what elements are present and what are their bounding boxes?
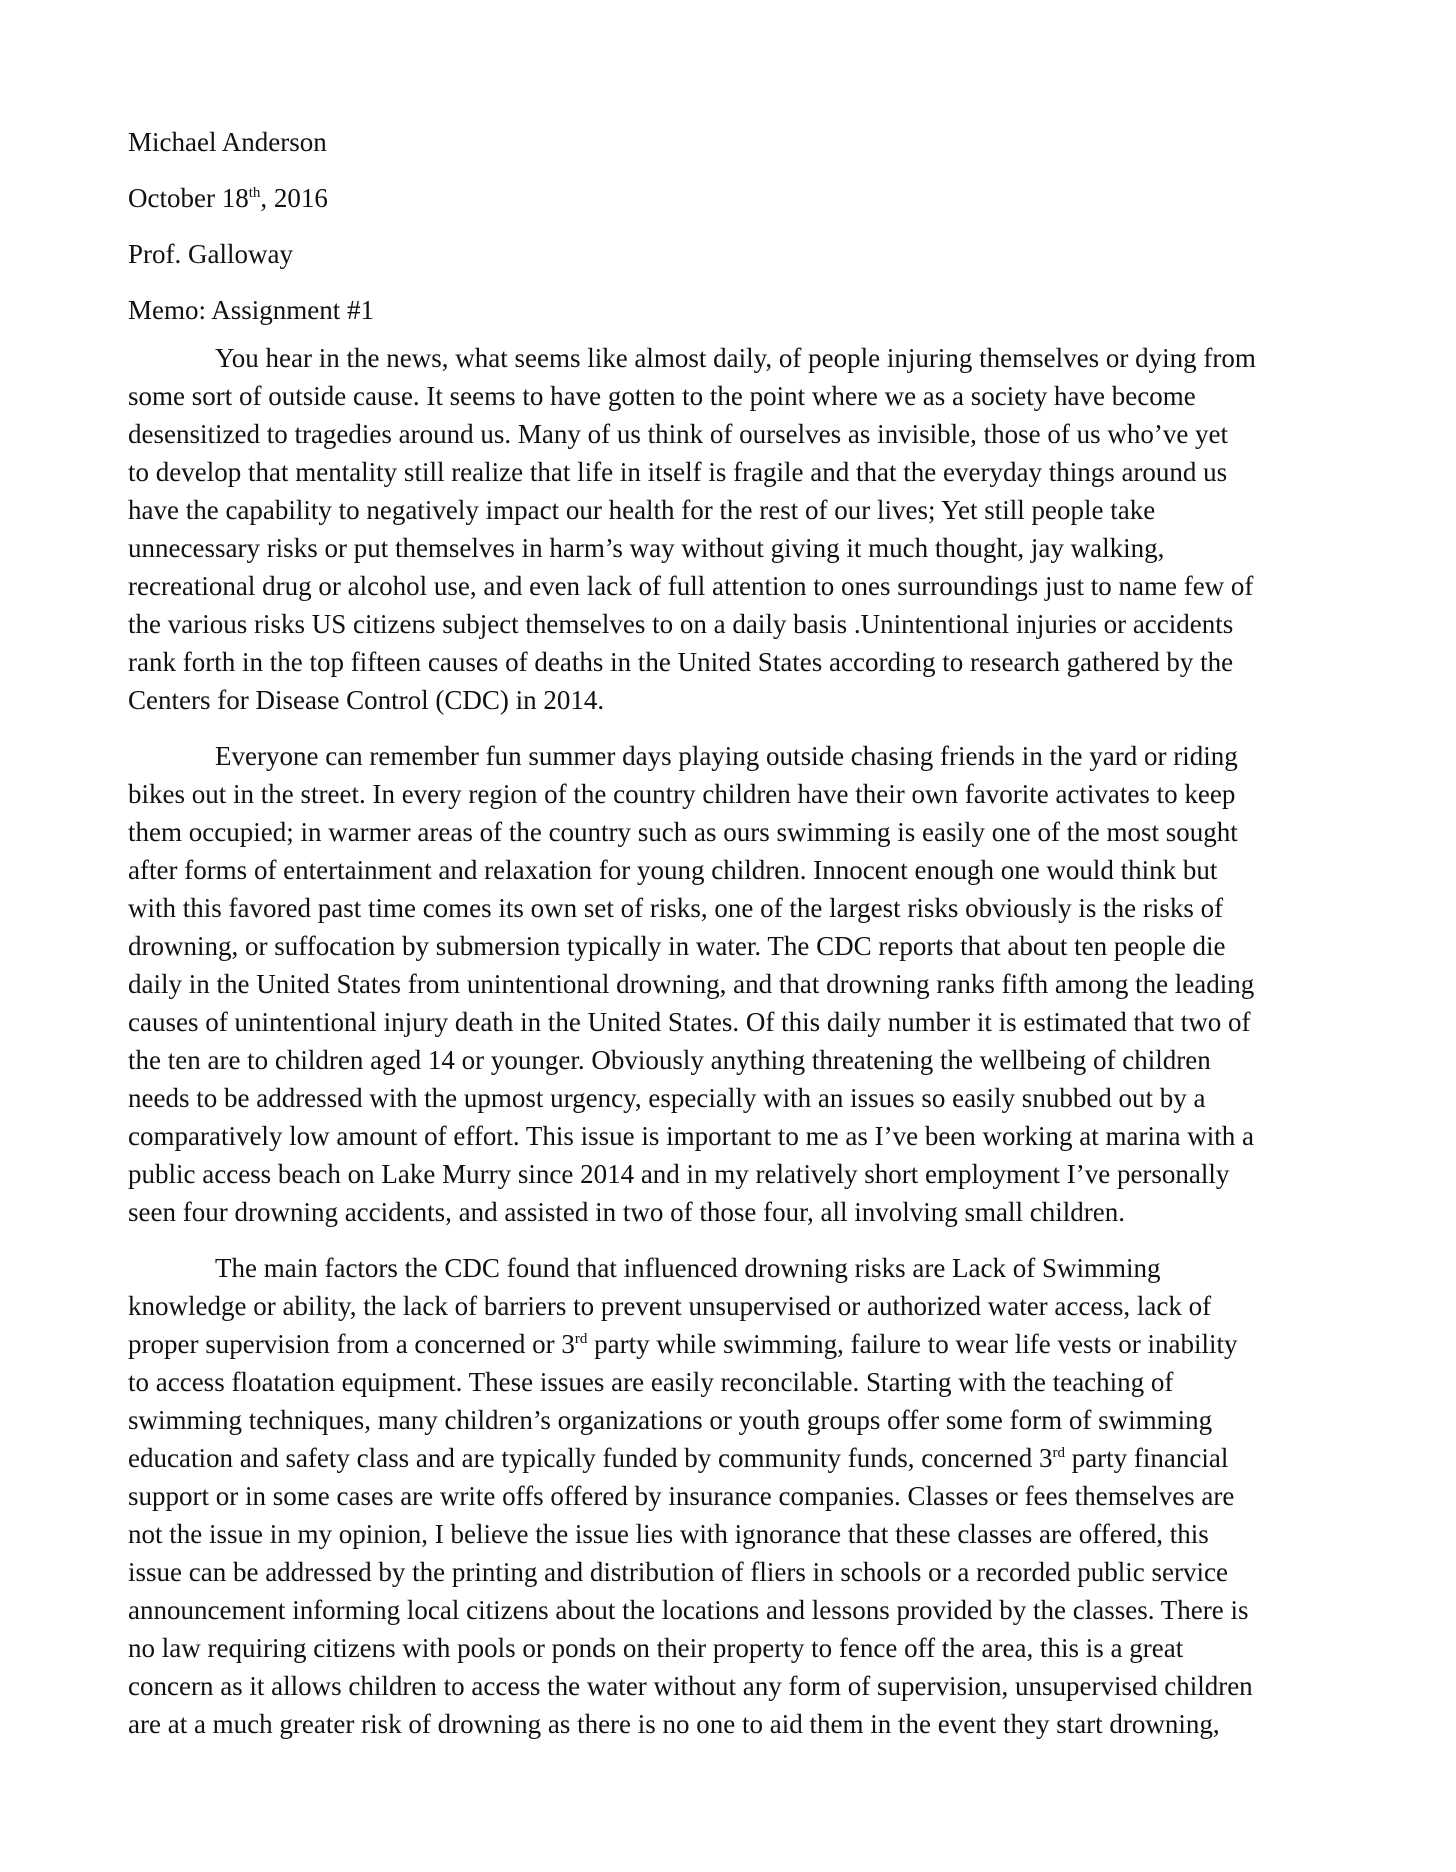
line-text: proper supervision from a concerned or 3 — [128, 1329, 575, 1359]
document-body — [128, 123, 1328, 1761]
paragraph-line: knowledge or ability, the lack of barriers to prevent unsupervised or authorized water access, lack of — [128, 1291, 1212, 1321]
paragraph-line — [128, 1325, 1328, 1363]
paragraph-line: You hear in the news, what seems like almost daily, of people injuring themselves or dying from — [215, 343, 1256, 373]
paragraph-line: Everyone can remember fun summer days playing outside chasing friends in the yard or riding — [215, 741, 1238, 771]
paragraph-line — [128, 1439, 1328, 1477]
line-text: education and safety class and are typically funded by community funds, concerned 3 — [128, 1443, 1053, 1473]
paragraph-line: seen four drowning accidents, and assisted in two of those four, all involving small children. — [128, 1197, 1125, 1227]
paragraph-line: unnecessary risks or put themselves in harm’s way without giving it much thought, jay walking, — [128, 533, 1165, 563]
paragraph-line: recreational drug or alcohol use, and even lack of full attention to ones surroundings just to name few of — [128, 571, 1254, 601]
paragraph-line: daily in the United States from unintentional drowning, and that drowning ranks fifth among the leading — [128, 969, 1255, 999]
paragraph-line: to develop that mentality still realize that life in itself is fragile and that the everyday things around us — [128, 457, 1228, 487]
date-year: , 2016 — [260, 183, 328, 213]
paragraph-line: some sort of outside cause. It seems to have gotten to the point where we as a society have become — [128, 381, 1196, 411]
date-main: October 18 — [128, 183, 249, 213]
paragraph-2 — [128, 737, 1328, 1231]
paragraph-line: swimming techniques, many children’s organizations or youth groups offer some form of swimming — [128, 1405, 1213, 1435]
ordinal-suffix: rd — [1052, 1445, 1065, 1461]
line-text: party while swimming, failure to wear life vests or inability — [587, 1329, 1238, 1359]
paragraph-line: concern as it allows children to access the water without any form of supervision, unsupervised children — [128, 1671, 1253, 1701]
line-text: party financial — [1064, 1443, 1229, 1473]
memo-date — [128, 179, 1328, 217]
paragraph-line: are at a much greater risk of drowning as there is no one to aid them in the event they start drowning, — [128, 1709, 1220, 1739]
paragraph-line: them occupied; in warmer areas of the country such as ours swimming is easily one of the most sought — [128, 817, 1238, 847]
paragraph-line: drowning, or suffocation by submersion typically in water. The CDC reports that about ten people die — [128, 931, 1226, 961]
paragraph-1 — [128, 339, 1328, 719]
memo-subject: Memo: Assignment #1 — [128, 295, 375, 325]
paragraph-line: Centers for Disease Control (CDC) in 2014. — [128, 685, 605, 715]
paragraph-3 — [128, 1249, 1328, 1743]
paragraph-line: not the issue in my opinion, I believe the issue lies with ignorance that these classes are offered, this — [128, 1519, 1209, 1549]
ordinal-suffix: rd — [574, 1331, 588, 1347]
paragraph-line: issue can be addressed by the printing and distribution of fliers in schools or a recorded public service — [128, 1557, 1228, 1587]
paragraph-line: support or in some cases are write offs offered by insurance companies. Classes or fees themselves are — [128, 1481, 1235, 1511]
paragraph-line: The main factors the CDC found that influenced drowning risks are Lack of Swimming — [215, 1253, 1161, 1283]
paragraph-line: the various risks US citizens subject themselves to on a daily basis .Unintentional injuries or accidents — [128, 609, 1234, 639]
paragraph-line: the ten are to children aged 14 or younger. Obviously anything threatening the wellbeing of children — [128, 1045, 1211, 1075]
professor-name: Prof. Galloway — [128, 239, 293, 269]
paragraph-line: needs to be addressed with the upmost urgency, especially with an issues so easily snubbed out by a — [128, 1083, 1206, 1113]
paragraph-line: public access beach on Lake Murry since 2014 and in my relatively short employment I’ve personally — [128, 1159, 1230, 1189]
paragraph-line: bikes out in the street. In every region of the country children have their own favorite activates to keep — [128, 779, 1236, 809]
paragraph-line: no law requiring citizens with pools or ponds on their property to fence off the area, this is a great — [128, 1633, 1184, 1663]
paragraph-line: causes of unintentional injury death in the United States. Of this daily number it is estimated that two of — [128, 1007, 1251, 1037]
author-name: Michael Anderson — [128, 127, 327, 157]
paragraph-line: have the capability to negatively impact our health for the rest of our lives; Yet still people take — [128, 495, 1156, 525]
date-ordinal: th — [248, 185, 261, 201]
paragraph-line: comparatively low amount of effort. This issue is important to me as I’ve been working at marina with a — [128, 1121, 1254, 1151]
paragraph-line: to access floatation equipment. These issues are easily reconcilable. Starting with the teaching of — [128, 1367, 1174, 1397]
paragraph-line: announcement informing local citizens about the locations and lessons provided by the classes. There is — [128, 1595, 1249, 1625]
paragraph-line: rank forth in the top fifteen causes of deaths in the United States according to research gathered by the — [128, 647, 1234, 677]
paragraph-line: desensitized to tragedies around us. Many of us think of ourselves as invisible, those of us who’ve yet — [128, 419, 1229, 449]
paragraph-line: with this favored past time comes its own set of risks, one of the largest risks obviously is the risks of — [128, 893, 1224, 923]
paragraph-line: after forms of entertainment and relaxation for young children. Innocent enough one would think but — [128, 855, 1218, 885]
